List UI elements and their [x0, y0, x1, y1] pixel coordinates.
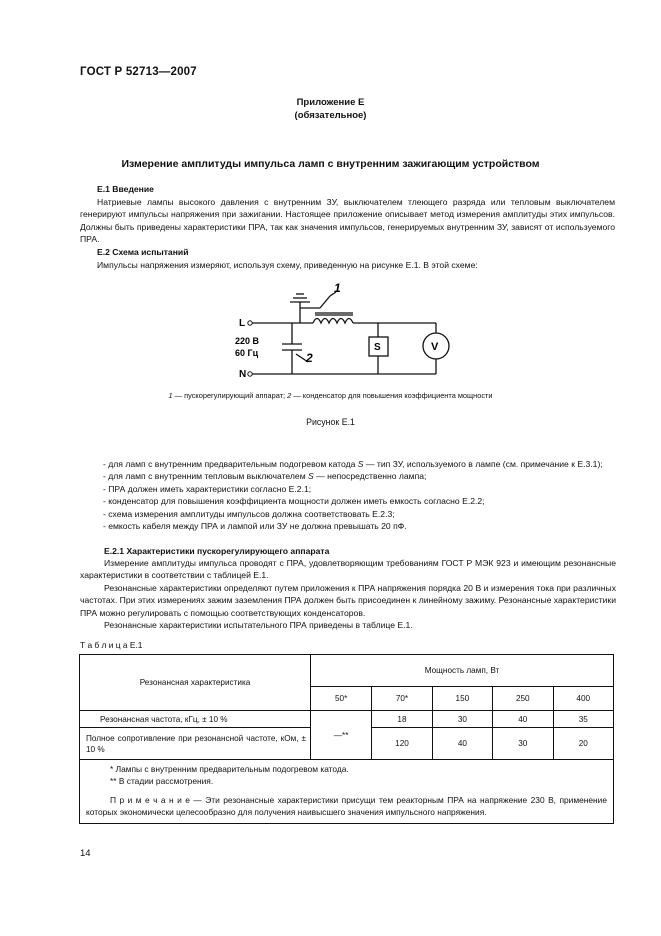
row-label: Полное сопротивление при резонансной частоте, кОм, ± 10 % — [80, 728, 311, 760]
table-notes — [80, 760, 614, 824]
power-cell: 400 — [553, 687, 614, 711]
value-cell: 35 — [553, 711, 614, 728]
list-item: - для ламп с внутренним тепловым выключателем S — непосредственно лампа; — [103, 471, 427, 482]
table-remark: П р и м е ч а н и е — Эти резонансные характеристики присущи тем реакторным ПРА на напряжение 230 В, применение которых экономически целесообразно для получения наивысшего значения импульсного напряжения. — [86, 795, 607, 817]
list-item: - емкость кабеля между ПРА и лампой или ЗУ не должна превышать 20 пФ. — [103, 521, 407, 532]
list-item: - ПРА должен иметь характеристики согласно Е.2.1; — [103, 483, 312, 494]
section-e21-para3: Резонансные характеристики испытательного ПРА приведены в таблице Е.1. — [104, 620, 413, 630]
footnote: ** В стадии рассмотрения. — [110, 775, 214, 786]
list-item: - для ламп с внутренним предварительным подогревом катода S — тип ЗУ, используемого в лампе (см. примечание к Е.3.1); — [103, 459, 603, 469]
voltmeter-label: V — [431, 341, 439, 353]
appendix-status: (обязательное) — [294, 110, 367, 121]
power-cell: 50* — [311, 687, 372, 711]
table-notes-row — [80, 760, 614, 824]
row-label: Резонансная частота, кГц, ± 10 % — [80, 711, 311, 728]
section-e2-text: Импульсы напряжения измеряют, используя схему, приведенную на рисунке Е.1. В этой схеме: — [97, 260, 478, 270]
footnote: * Лампы с внутренним предварительным подогревом катода. — [110, 764, 349, 774]
legend-text-2: — конденсатор для повышения коэффициента мощности — [291, 391, 493, 400]
table-header-row — [80, 655, 614, 687]
section-e1-heading: Е.1 Введение — [97, 184, 154, 194]
table-row — [80, 711, 614, 728]
legend-number-2: 2 — [287, 391, 292, 400]
list-item: - конденсатор для повышения коэффициента мощности должен иметь емкость согласно Е.2.2; — [103, 496, 485, 507]
starter-box-label: S — [374, 342, 381, 353]
list-item: - схема измерения амплитуды импульсов должна соответствовать Е.2.3; — [103, 508, 395, 519]
document-id: ГОСТ Р 52713—2007 — [80, 66, 197, 78]
appendix-title: Приложение Е — [296, 97, 365, 108]
section-e21-para2: Резонансные характеристики определяют путем приложения к ПРА напряжения порядка 20 В и измерения тока при различных частотах. При этих измерениях зажим заземления ПРА должен быть присоединен к линейному зажиму. Резонансные характеристики ПРА можно регулировать с помощью соответствующих конденсаторов. — [80, 583, 616, 618]
characteristic-header: Резонансная характеристика — [80, 655, 311, 711]
figure-legend — [0, 391, 661, 400]
power-cell: 250 — [493, 687, 553, 711]
value-cell: 40 — [493, 711, 553, 728]
terminal-n-label: N — [239, 369, 247, 380]
power-cell: 70* — [372, 687, 432, 711]
power-cell: 150 — [432, 687, 492, 711]
frequency-label: 60 Гц — [235, 348, 259, 358]
value-cell: 30 — [493, 728, 553, 760]
legend-text-1: — пускорегулирующий аппарат; — [172, 391, 288, 400]
legend-number-1: 1 — [168, 391, 173, 400]
section-e21-heading: Е.2.1 Характеристики пускорегулирующего аппарата — [104, 546, 330, 556]
value-cell: 20 — [553, 728, 614, 760]
main-title: Измерение амплитуды импульса ламп с внутренним зажигающим устройством — [121, 158, 540, 170]
conditions-list — [80, 458, 616, 532]
merged-value-cell: —** — [311, 711, 372, 760]
ballast-number-label: 1 — [334, 281, 341, 295]
section-e21-para1: Измерение амплитуды импульса проводят с ПРА, удовлетворяющим требованиям ГОСТ Р МЭК 923 и имеющим резонансные характеристики в соответствии с таблицей Е.1. — [80, 558, 616, 581]
table-caption: Т а б л и ц а Е.1 — [80, 640, 143, 650]
circuit-diagram — [228, 278, 468, 383]
section-e2-heading: Е.2 Схема испытаний — [97, 247, 189, 257]
section-e1-text: Натриевые лампы высокого давления с внутренним ЗУ, выключателем тлеющего разряда или тепловым выключателем генерируют импульсы напряжения при зажигании. Настоящее приложение описывает метод измерения амплитуды этих импульсов. Должны быть приведены характеристики ПРА, так как значения импульсов, генерируемых внутренним ЗУ, зависят от используемого ПРА. — [80, 197, 615, 245]
resonance-table — [79, 654, 614, 824]
power-header: Мощность ламп, Вт — [311, 655, 614, 687]
voltage-label: 220 В — [235, 336, 260, 346]
page-number: 14 — [80, 848, 91, 859]
capacitor-number-label: 2 — [306, 351, 313, 365]
value-cell: 120 — [372, 728, 432, 760]
figure-caption: Рисунок Е.1 — [306, 417, 355, 427]
terminal-l-label: L — [239, 318, 246, 329]
value-cell: 40 — [432, 728, 492, 760]
value-cell: 18 — [372, 711, 432, 728]
value-cell: 30 — [432, 711, 492, 728]
